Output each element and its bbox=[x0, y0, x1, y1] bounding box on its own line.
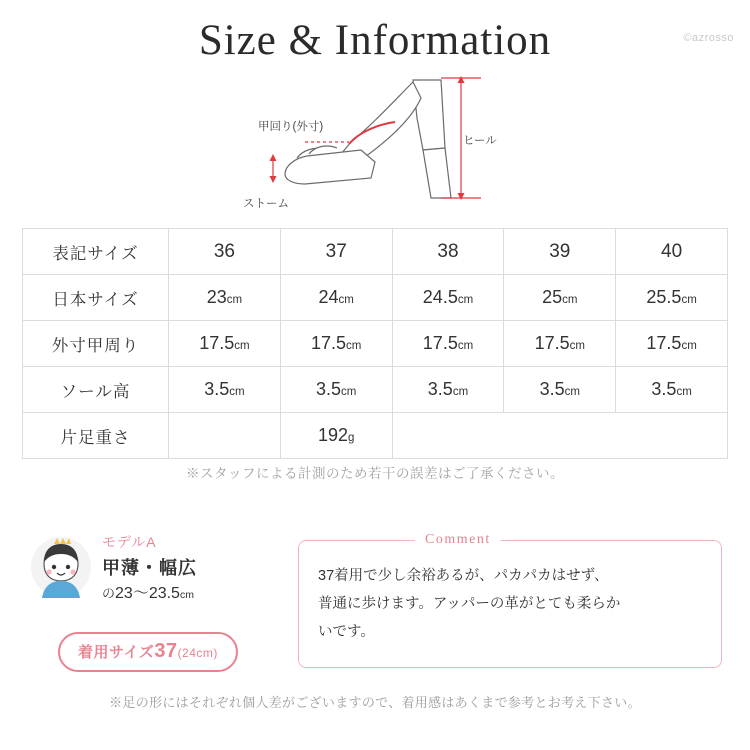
cell-instep-38: 17.5cm bbox=[392, 321, 504, 367]
table-row bbox=[23, 413, 728, 459]
comment-line: いです。 bbox=[318, 624, 375, 640]
cell-instep-36: 17.5cm bbox=[169, 321, 281, 367]
table-header-row bbox=[23, 229, 728, 275]
table-row bbox=[23, 275, 728, 321]
table-col-40: 40 bbox=[616, 229, 728, 275]
cell-weight-empty-right bbox=[392, 413, 727, 459]
cell-sole-40: 3.5cm bbox=[616, 367, 728, 413]
table-col-36: 36 bbox=[169, 229, 281, 275]
worn-size-badge: 着用サイズ37(24cm) bbox=[58, 632, 238, 672]
label-instep-circumference: 甲回り(外寸) bbox=[258, 121, 324, 133]
label-heel-height: ヒール bbox=[463, 135, 497, 147]
cell-sole-36: 3.5cm bbox=[169, 367, 281, 413]
cell-sole-37: 3.5cm bbox=[280, 367, 392, 413]
page-title: Size & Information bbox=[198, 17, 552, 64]
model-foot-size: の23〜23.5cm bbox=[102, 585, 194, 602]
table-col-label: 表記サイズ bbox=[23, 229, 169, 275]
cell-jp-size-39: 25cm bbox=[504, 275, 616, 321]
table-row bbox=[23, 367, 728, 413]
model-foot-feature: 甲薄・幅広 bbox=[102, 558, 197, 578]
comment-title: Comment bbox=[415, 532, 501, 548]
cell-instep-39: 17.5cm bbox=[504, 321, 616, 367]
female-model-avatar-icon bbox=[30, 536, 92, 598]
row-label-jp-size: 日本サイズ bbox=[23, 275, 169, 321]
comment-text bbox=[318, 562, 708, 646]
shoe-illustration bbox=[0, 72, 750, 222]
label-storm-height: ストーム bbox=[243, 198, 289, 210]
size-table bbox=[22, 228, 728, 459]
cell-instep-40: 17.5cm bbox=[616, 321, 728, 367]
row-label-instep: 外寸甲周り bbox=[23, 321, 169, 367]
measurement-note: ※スタッフによる計測のため若干の誤差はご了承ください。 bbox=[186, 466, 564, 481]
cell-weight-37: 192g bbox=[280, 413, 392, 459]
table-col-38: 38 bbox=[392, 229, 504, 275]
model-name: モデルA bbox=[102, 534, 157, 550]
comment-line: 普通に歩けます。アッパーの革がとても柔らか bbox=[318, 596, 621, 612]
cell-weight-empty-left bbox=[169, 413, 281, 459]
table-row bbox=[23, 321, 728, 367]
cell-sole-39: 3.5cm bbox=[504, 367, 616, 413]
table-col-37: 37 bbox=[280, 229, 392, 275]
table-col-39: 39 bbox=[504, 229, 616, 275]
row-label-weight: 片足重さ bbox=[23, 413, 169, 459]
cell-instep-37: 17.5cm bbox=[280, 321, 392, 367]
brand-watermark: ©azrosso bbox=[683, 32, 734, 44]
cell-jp-size-40: 25.5cm bbox=[616, 275, 728, 321]
row-label-sole-height: ソール高 bbox=[23, 367, 169, 413]
cell-jp-size-36: 23cm bbox=[169, 275, 281, 321]
footnote: ※足の形にはそれぞれ個人差がございますので、着用感はあくまで参考とお考え下さい。 bbox=[109, 695, 641, 710]
cell-sole-38: 3.5cm bbox=[392, 367, 504, 413]
cell-jp-size-38: 24.5cm bbox=[392, 275, 504, 321]
cell-jp-size-37: 24cm bbox=[280, 275, 392, 321]
size-table-wrapper bbox=[22, 228, 728, 459]
comment-line: 37着用で少し余裕あるが、パカパカはせず、 bbox=[318, 568, 609, 584]
